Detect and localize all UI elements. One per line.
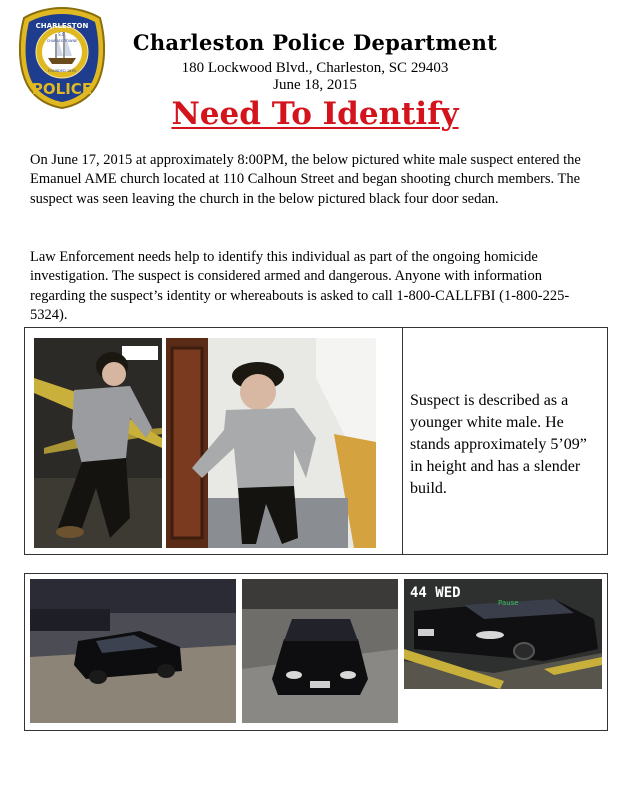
incident-paragraph: On June 17, 2015 at approximately 8:00PM, the below pictured white male suspect entered the Emanuel AME church located at 110 Calhoun Street and began shooting church members. The suspect was seen leaving the church in the below pictured black four door sedan. xyxy=(30,152,581,207)
department-name: Charleston Police Department xyxy=(132,30,498,55)
suspect-description: Suspect is described as a younger white male. He stands approximately 5’09” in height and has a slender build. xyxy=(410,392,587,497)
police-badge-logo xyxy=(16,6,108,110)
vehicle-photo-1 xyxy=(30,579,236,723)
vehicle-photo-2 xyxy=(242,579,398,723)
badge-bottom-text: POLICE xyxy=(31,80,93,98)
suspect-photo-1 xyxy=(34,338,162,548)
bulletin-date: June 18, 2015 xyxy=(273,77,357,93)
camera-timestamp-overlay: 44 WED xyxy=(410,585,461,601)
suspect-photo-2 xyxy=(166,338,376,548)
badge-subtitle-text: CHARLES TOWNE xyxy=(46,39,78,43)
badge-founded-text: FOUNDED 1670 xyxy=(48,69,76,73)
camera-status-overlay: Pause xyxy=(498,599,519,607)
contact-paragraph: Law Enforcement needs help to identify this individual as part of the ongoing homicide investigation. The suspect is considered armed and dangerous. Anyone with information regarding the suspect’s identity or whereabouts is asked to call 1-800-CALLFBI (1-800-225-5324). xyxy=(30,249,570,323)
headline: Need To Identify xyxy=(171,96,459,132)
badge-sc-text: S.C. xyxy=(58,32,66,37)
vehicle-photo-3 xyxy=(404,579,602,689)
suspect-section-divider xyxy=(402,327,403,555)
department-address: 180 Lockwood Blvd., Charleston, SC 29403 xyxy=(181,60,449,76)
badge-top-text: CHARLESTON xyxy=(35,22,89,30)
